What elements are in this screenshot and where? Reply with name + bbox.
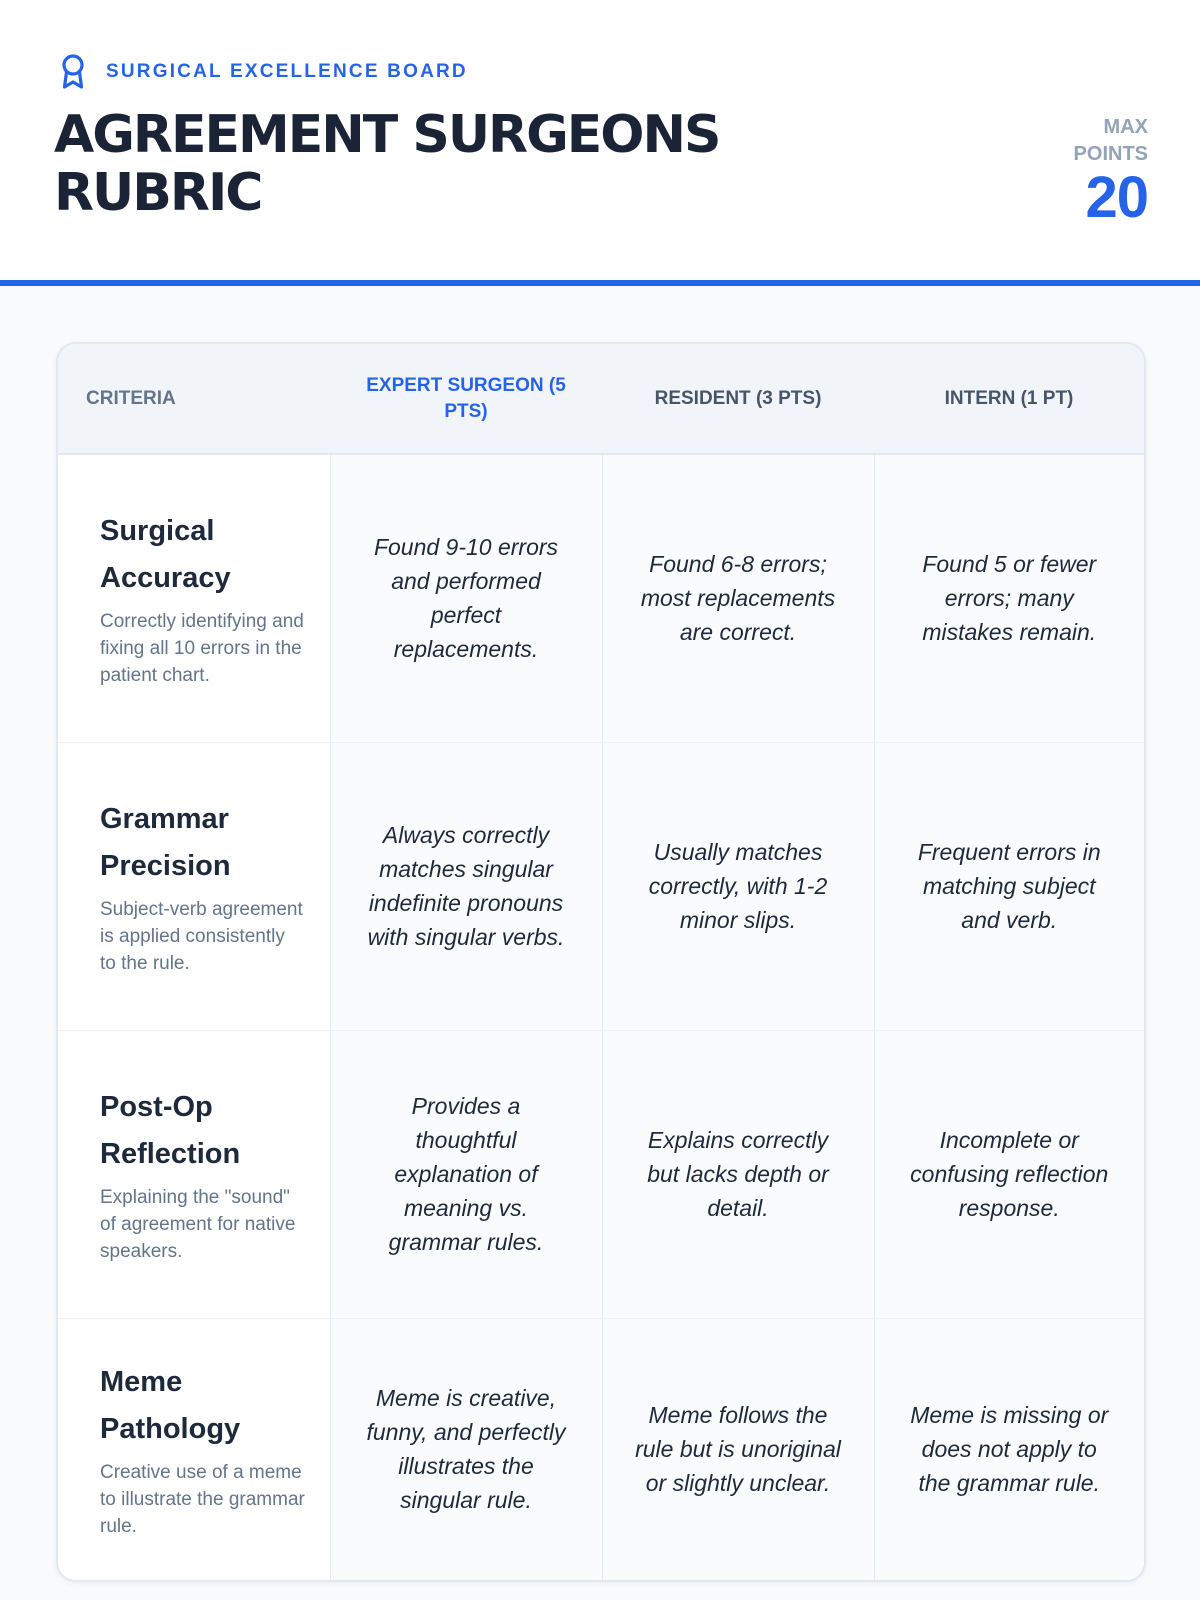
table-row (58, 454, 1144, 742)
max-points (1058, 114, 1148, 228)
criterion-cell (58, 1030, 330, 1318)
criterion-name: Surgical Accuracy (100, 514, 231, 594)
column-header-expert: EXPERT SURGEON (5 PTS) (330, 344, 602, 454)
criterion-name: Post-Op Reflection (100, 1090, 241, 1170)
intern-cell: Found 5 or fewer errors; many mistakes remain. (874, 454, 1144, 742)
criterion-cell (58, 1318, 330, 1580)
ribbon-award-icon (56, 52, 90, 92)
expert-cell: Found 9-10 errors and performed perfect replacements. (330, 454, 602, 742)
rubric-table (58, 344, 1144, 1580)
expert-cell: Meme is creative, funny, and perfectly illustrates the singular rule. (330, 1318, 602, 1580)
criterion-cell (58, 742, 330, 1030)
expert-cell: Always correctly matches singular indefinite pronouns with singular verbs. (330, 742, 602, 1030)
rubric-card (56, 342, 1146, 1582)
intern-cell: Meme is missing or does not apply to the grammar rule. (874, 1318, 1144, 1580)
column-header-resident: RESIDENT (3 PTS) (602, 344, 874, 454)
criterion-description: Correctly identifying and fixing all 10 errors in the patient chart. (100, 610, 304, 686)
brand (56, 52, 468, 92)
max-points-value: 20 (1085, 165, 1148, 230)
criterion-description: Creative use of a meme to illustrate the grammar rule. (100, 1461, 305, 1537)
column-header-intern: INTERN (1 PT) (874, 344, 1144, 454)
table-header-row (58, 344, 1144, 454)
intern-cell: Frequent errors in matching subject and verb. (874, 742, 1144, 1030)
resident-cell: Usually matches correctly, with 1-2 minor slips. (602, 742, 874, 1030)
column-header-criteria: CRITERIA (58, 344, 330, 454)
table-row (58, 742, 1144, 1030)
table-row (58, 1030, 1144, 1318)
criterion-name: Grammar Precision (100, 802, 231, 882)
intern-cell: Incomplete or confusing reflection response. (874, 1030, 1144, 1318)
resident-cell: Found 6-8 errors; most replacements are correct. (602, 454, 874, 742)
max-points-label: MAX POINTS (1073, 116, 1148, 165)
resident-cell: Meme follows the rule but is unoriginal or slightly unclear. (602, 1318, 874, 1580)
criterion-cell (58, 454, 330, 742)
criterion-name: Meme Pathology (100, 1365, 241, 1445)
page-title: AGREEMENT SURGEONS RUBRIC (54, 105, 720, 223)
brand-name: SURGICAL EXCELLENCE BOARD (106, 61, 468, 82)
table-row (58, 1318, 1144, 1580)
expert-cell: Provides a thoughtful explanation of meaning vs. grammar rules. (330, 1030, 602, 1318)
resident-cell: Explains correctly but lacks depth or detail. (602, 1030, 874, 1318)
criterion-description: Subject-verb agreement is applied consistently to the rule. (100, 898, 303, 974)
criterion-description: Explaining the "sound" of agreement for native speakers. (100, 1186, 296, 1262)
header (0, 0, 1200, 286)
